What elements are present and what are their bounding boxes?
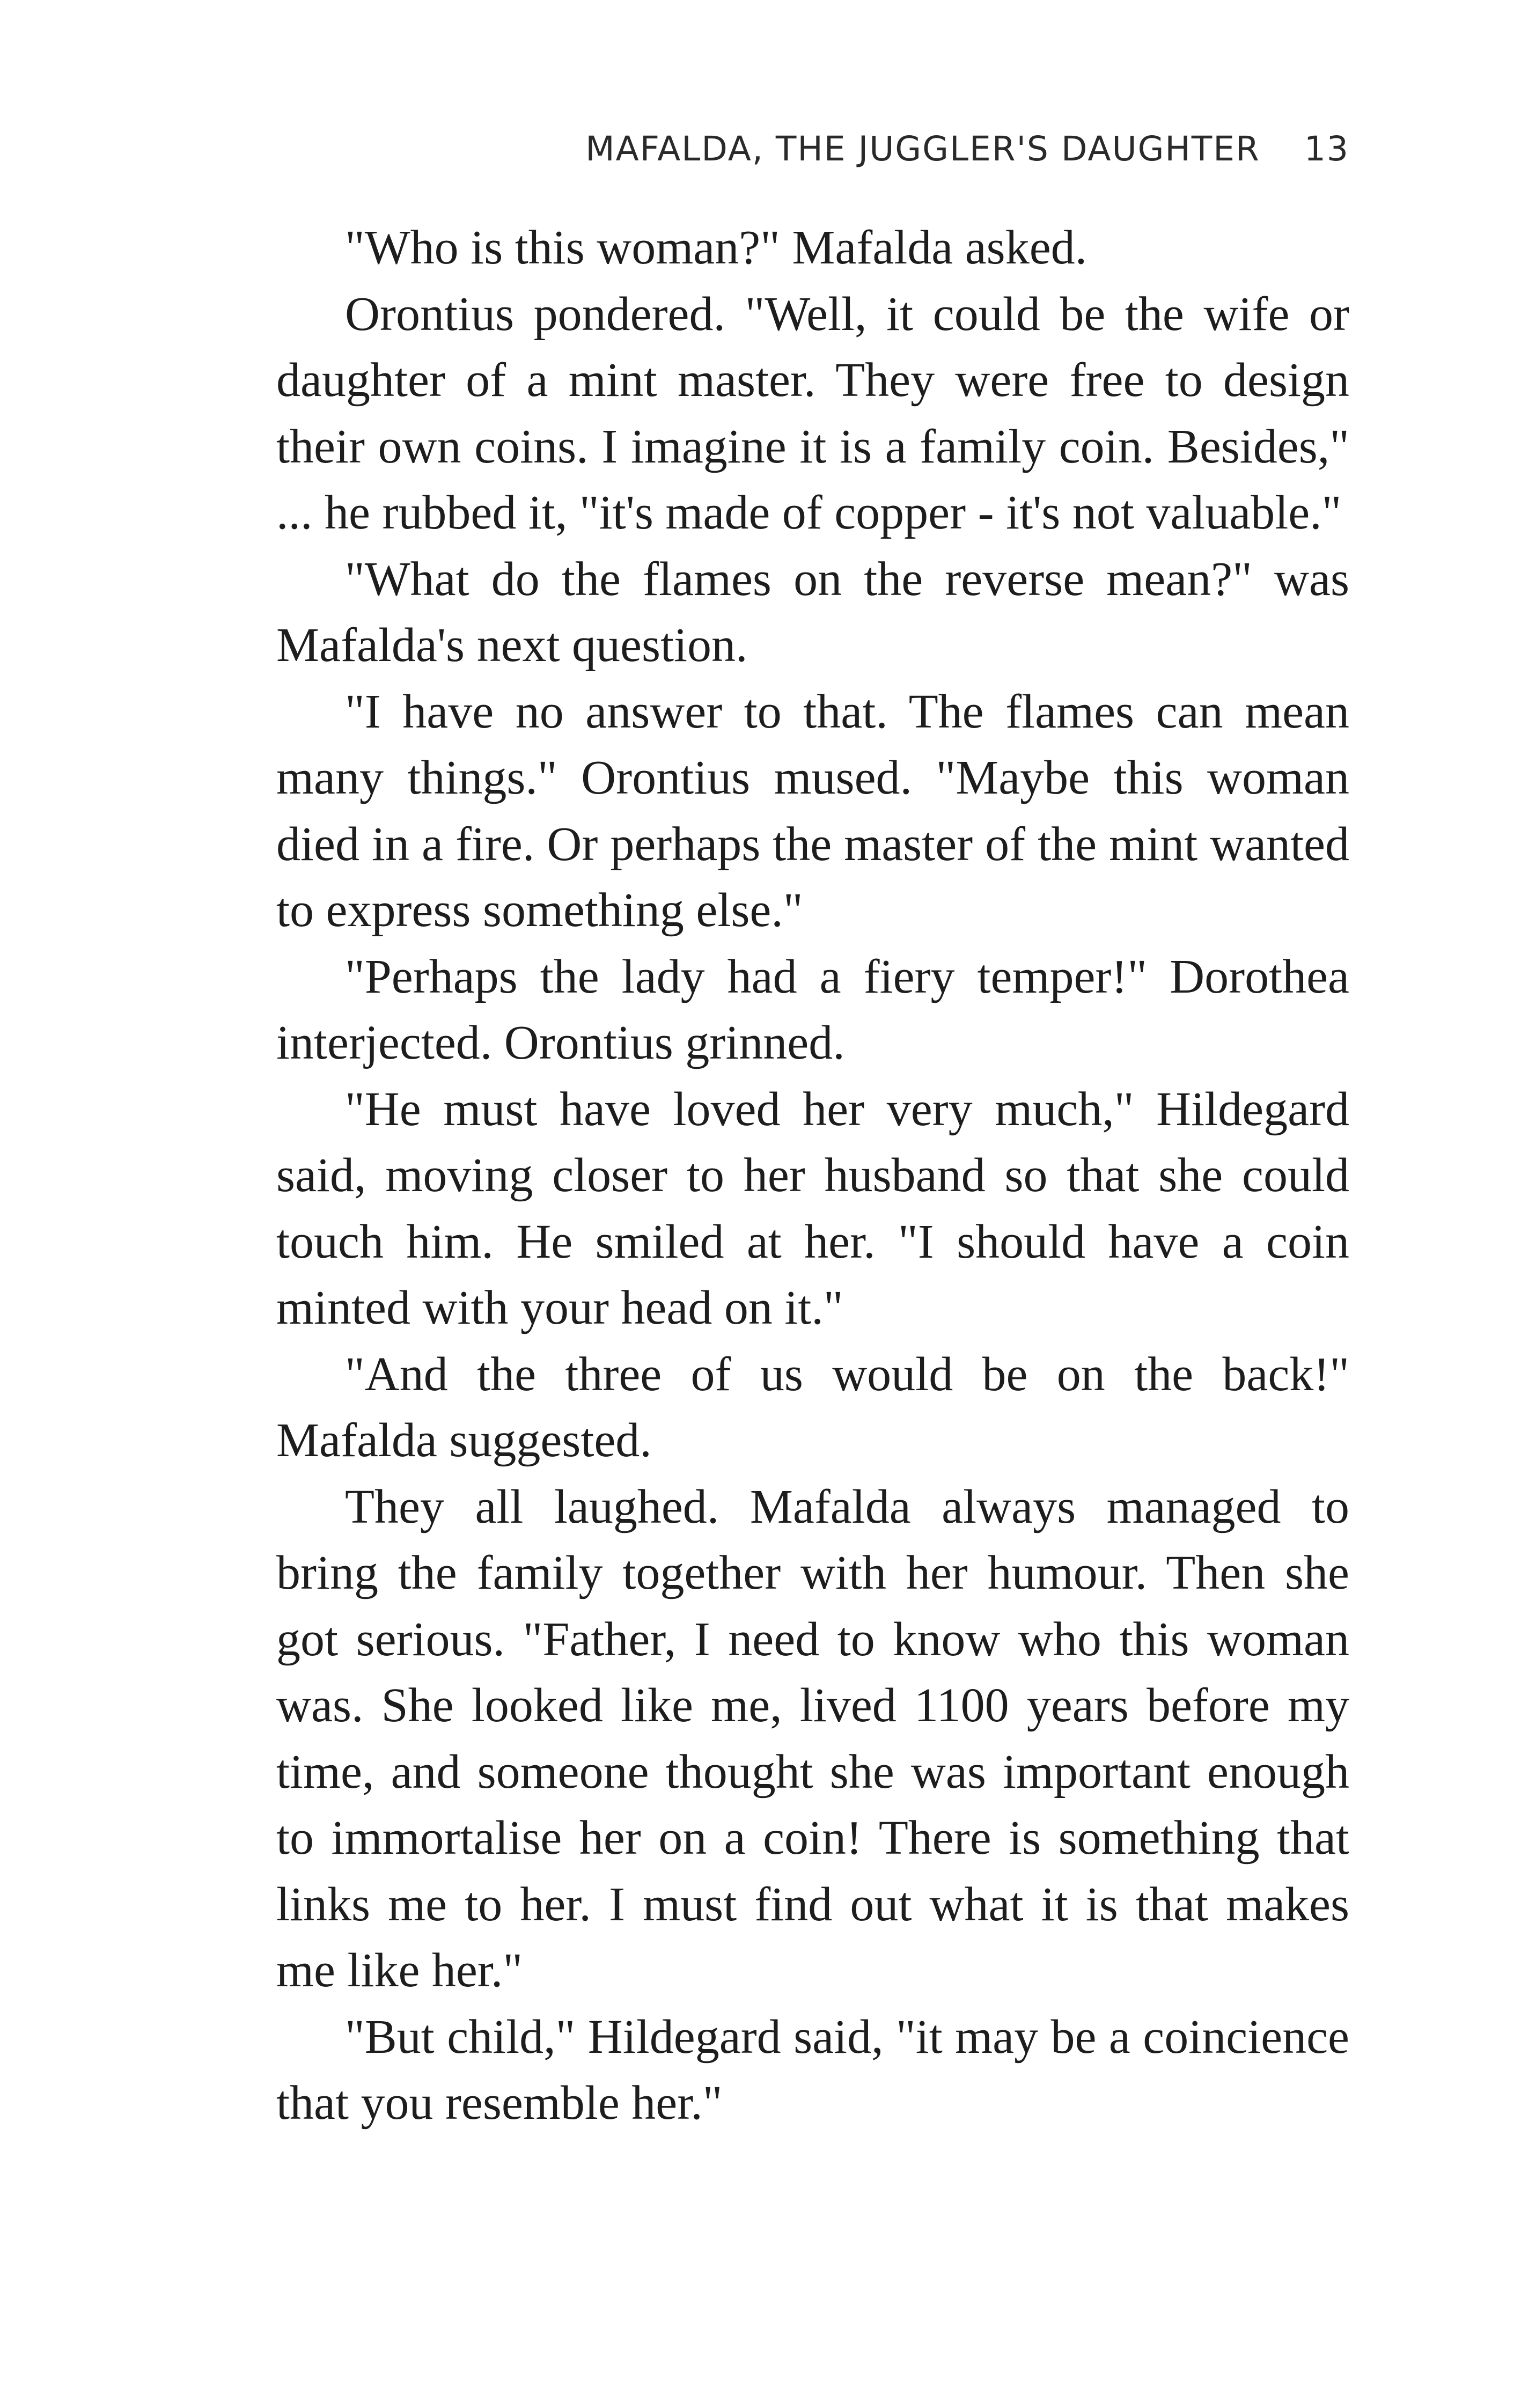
- paragraph: They all laughed. Mafalda always managed to bring the family together with her humour. Then she got serious. "Father, I need to know who this woman was. She looked like me, lived 1100 years before my time, and someone thought she was important enough to immortalise her on a coin! There is something that links me to her. I must find out what it is that makes me like her.": [276, 1480, 1349, 1997]
- paragraph: "And the three of us would be on the back!" Mafalda suggested.: [276, 1347, 1349, 1467]
- paragraph: "Who is this woman?" Mafalda asked.: [345, 221, 1088, 274]
- page-number: 13: [1304, 129, 1349, 168]
- paragraph: "I have no answer to that. The flames can mean many things." Orontius mused. "Maybe this woman died in a fire. Or perhaps the master of the mint wanted to express something else.": [276, 685, 1349, 937]
- paragraph: "Perhaps the lady had a fiery temper!" Dorothea interjected. Orontius grinned.: [276, 950, 1349, 1069]
- body-text: [276, 215, 1349, 2137]
- paragraph: "But child," Hildegard said, "it may be a coincience that you resemble her.": [276, 2010, 1349, 2130]
- running-header: [276, 119, 1349, 178]
- paragraph: "What do the flames on the reverse mean?" was Mafalda's next question.: [276, 552, 1349, 672]
- paragraph: Orontius pondered. "Well, it could be the wife or daughter of a mint master. They were free to design their own coins. I imagine it is a family coin. Besides," ... he rubbed it, "it's made of copper - it's not valuable.": [276, 287, 1349, 539]
- running-header-title: MAFALDA, THE JUGGLER'S DAUGHTER: [585, 129, 1260, 168]
- paragraph: "He must have loved her very much," Hildegard said, moving closer to her husband so that she could touch him. He smiled at her. "I should have a coin minted with your head on it.": [276, 1082, 1349, 1334]
